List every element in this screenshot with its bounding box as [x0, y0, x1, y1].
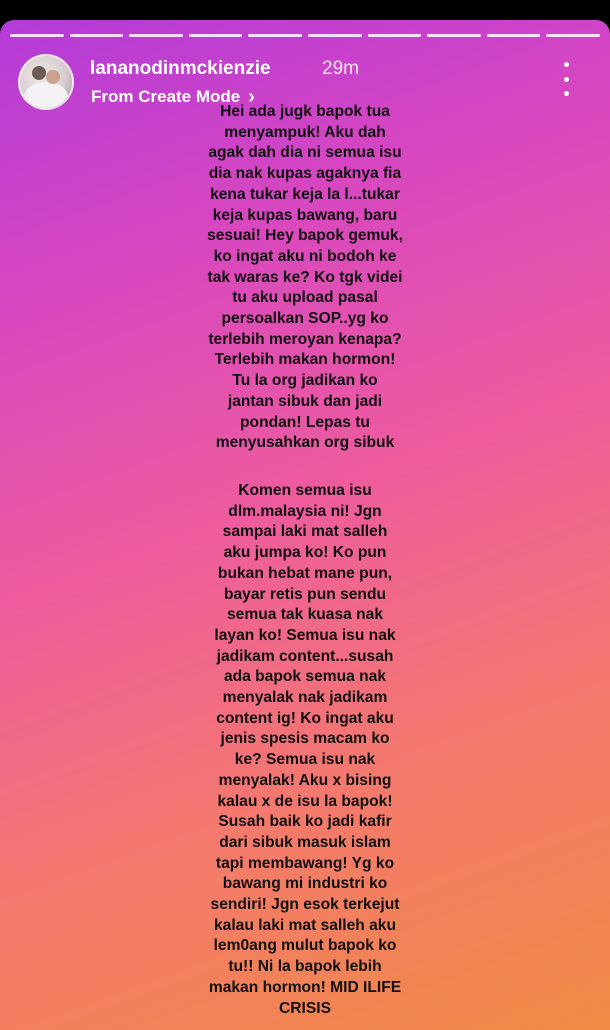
- progress-segment: [427, 34, 481, 37]
- progress-segment: [487, 34, 541, 37]
- story-text-paragraph-2: Komen semua isu dlm.malaysia ni! Jgn sampai laki mat salleh aku jumpa ko! Ko pun bukan hebat mane pun, bayar retis pun sendu semua tak kuasa nak layan ko! Semua isu nak jadikam content...susah ada bapok semua nak menyalak nak jadikam content ig! Ko ingat aku jenis spesis macam ko ke? Semua isu nak menyalak! Aku x bising kalau x de isu la bapok! Susah baik ko jadi kafir dari sibuk masuk islam tapi membawang! Yg ko bawang mi industri ko sendiri! Jgn esok terkejut kalau laki mat salleh aku lem0ang mulut bapok ko tu!! Ni la bapok lebih makan hormon! MID ILIFE CRISIS: [208, 482, 402, 1017]
- story-progress-bar: [10, 34, 600, 37]
- timestamp: 29m: [322, 58, 359, 79]
- progress-segment: [129, 34, 183, 37]
- progress-segment: [546, 34, 600, 37]
- status-bar: [0, 0, 610, 20]
- progress-segment: [189, 34, 243, 37]
- progress-segment: [308, 34, 362, 37]
- avatar[interactable]: [18, 54, 74, 110]
- story-text-paragraph-1: Hei ada jugk bapok tua menyampuk! Aku dah agak dah dia ni semua isu dia nak kupas agaknya fia kena tukar keja la l...tukar keja kupas bawang, baru sesuai! Hey bapok gemuk, ko ingat aku ni bodoh ke tak waras ke? Ko tgk videi tu aku upload pasal persoalkan SOP..yg ko terlebih meroyan kenapa? Terlebih makan hormon! Tu la org jadikan ko jantan sibuk dan jadi pondan! Lepas tu menyusahkan org sibuk: [207, 103, 403, 452]
- progress-segment: [248, 34, 302, 37]
- story-viewer[interactable]: [0, 20, 610, 1030]
- more-vertical-icon[interactable]: [556, 62, 576, 96]
- username[interactable]: lananodinmckienzie: [90, 58, 271, 79]
- progress-segment: [368, 34, 422, 37]
- progress-segment: [10, 34, 64, 37]
- chevron-right-icon: ›: [248, 86, 255, 108]
- create-mode-label: From Create Mode: [91, 87, 241, 106]
- progress-segment: [70, 34, 124, 37]
